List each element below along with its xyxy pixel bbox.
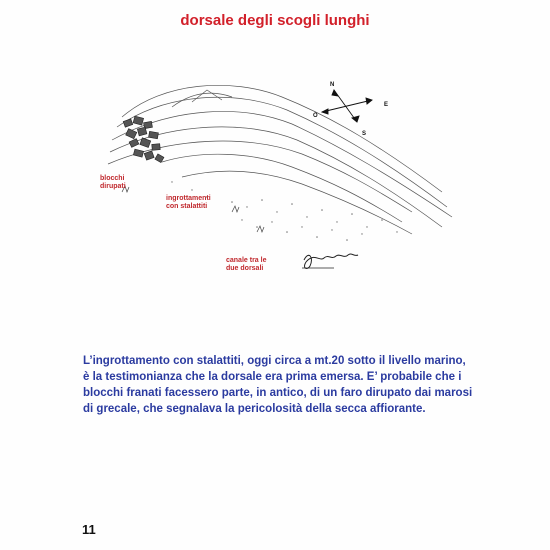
compass-n-label: N bbox=[330, 82, 335, 88]
encrustation-label: ingrottamenti con stalattiti bbox=[166, 195, 211, 210]
compass-s-label: S bbox=[362, 131, 367, 137]
channel-label: canale tra le due dorsali bbox=[226, 257, 267, 272]
compass-e-label: E bbox=[384, 102, 389, 108]
blocks-label: blocchi dirupati bbox=[100, 175, 126, 190]
compass-rose-icon bbox=[322, 90, 372, 122]
body-paragraph: L’ingrottamento con stalattiti, oggi circa a mt.20 sotto il livello marino, è la testimonianza che la dorsale era prima emersa. E’ probabile che i blocchi franati facessero parte, in antico, di un faro dirupato dai marosi di grecale, che segnalava la pericolosità della secca affiorante. bbox=[83, 355, 473, 415]
page-title: dorsale degli scogli lunghi bbox=[180, 12, 370, 29]
signature bbox=[304, 254, 358, 269]
page-number: 11 bbox=[82, 522, 96, 537]
compass-o-label: O bbox=[313, 113, 318, 119]
dorsal-sketch bbox=[72, 62, 472, 302]
